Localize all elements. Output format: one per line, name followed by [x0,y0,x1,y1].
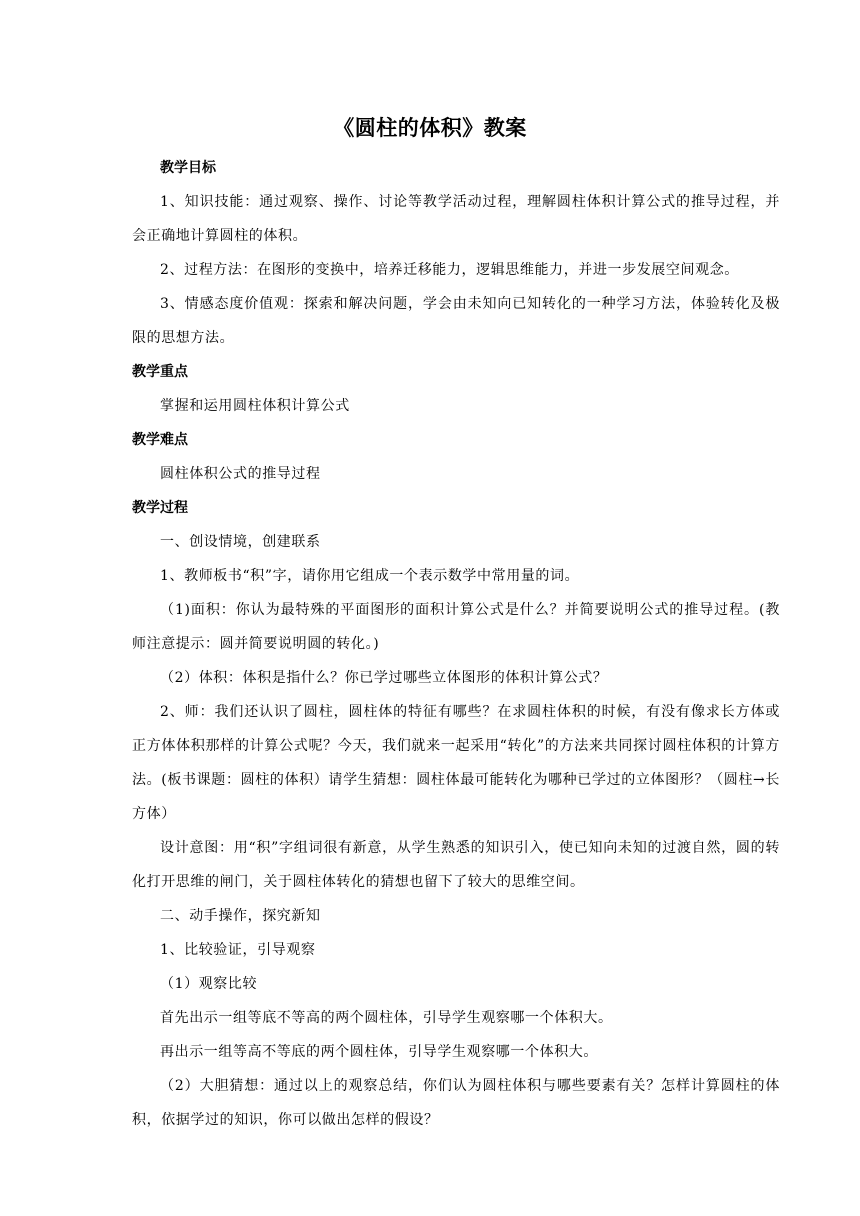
process-paragraph: （2）体积：体积是指什么？你已学过哪些立体图形的体积计算公式？ [160,670,608,686]
process-paragraph: 1、比较验证，引导观察 [160,942,316,958]
difficulty-heading: 教学难点 [132,432,188,448]
process-paragraph: （1)面积：你认为最特殊的平面图形的面积计算公式是什么？并简要说明公式的推导过程。(教师注意提示：圆并简要说明圆的转化。) [132,602,780,652]
objective-paragraph: 1、知识技能：通过观察、操作、讨论等教学活动过程，理解圆柱体积计算公式的推导过程，并会正确地计算圆柱的体积。 [132,194,780,244]
objective-paragraph: 3、情感态度价值观：探索和解决问题，学会由未知向已知转化的一种学习方法，体验转化及极限的思想方法。 [132,296,780,346]
process-paragraph: （2）大胆猜想：通过以上的观察总结，你们认为圆柱体积与哪些要素有关？怎样计算圆柱的体积，依据学过的知识，你可以做出怎样的假设？ [132,1078,780,1128]
objective-paragraph: 2、过程方法：在图形的变换中，培养迁移能力，逻辑思维能力，并进一步发展空间观念。 [160,262,739,278]
difficulty-paragraph: 圆柱体积公式的推导过程 [160,466,321,482]
design-intent-paragraph: 设计意图：用“积”字组词很有新意，从学生熟悉的知识引入，使已知向未知的过渡自然，圆的转化打开思维的闸门，关于圆柱体转化的猜想也留下了较大的思维空间。 [132,840,780,890]
process-paragraph: 再出示一组等高不等底的两个圆柱体，引导学生观察哪一个体积大。 [160,1044,598,1060]
process-paragraph: 首先出示一组等底不等高的两个圆柱体，引导学生观察哪一个体积大。 [160,1010,613,1026]
document-title: 《圆柱的体积》教案 [333,116,527,140]
process-heading: 教学过程 [132,500,188,516]
objectives-heading: 教学目标 [160,160,216,176]
process-paragraph: 一、创设情境，创建联系 [160,534,321,550]
process-paragraph: 二、动手操作，探究新知 [160,908,321,924]
key-point-paragraph: 掌握和运用圆柱体积计算公式 [160,398,350,414]
key-point-heading: 教学重点 [132,364,188,380]
process-paragraph: 2、师：我们还认识了圆柱，圆柱体的特征有哪些？在求圆柱体积的时候，有没有像求长方体或正方体体积那样的计算公式呢？今天，我们就来一起采用“转化”的方法来共同探讨圆柱体积的计算方法。(板书课题：圆柱的体积）请学生猜想：圆柱体最可能转化为哪种已学过的立体图形？（圆柱→长方体） [132,704,780,822]
process-paragraph: 1、教师板书“积”字，请你用它组成一个表示数学中常用量的词。 [160,568,580,584]
document-body [132,151,780,1137]
process-paragraph: （1）观察比较 [160,976,258,992]
